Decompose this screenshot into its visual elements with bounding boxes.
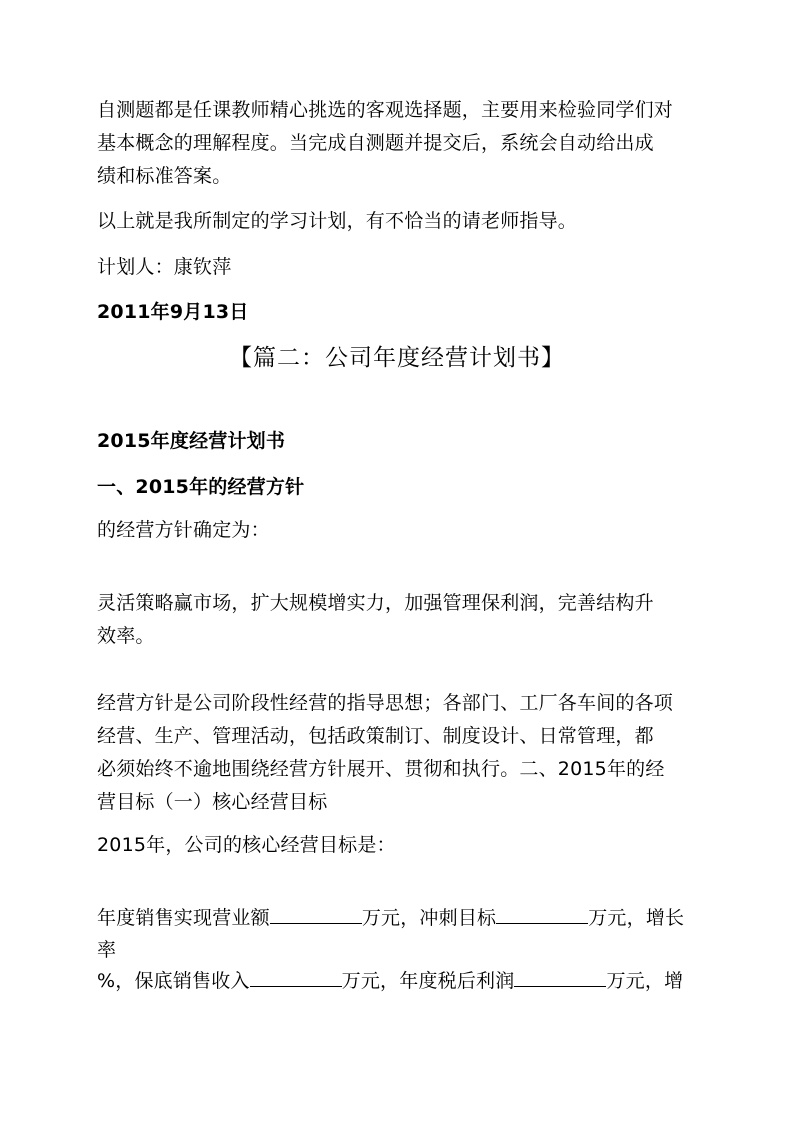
- target-label-min-revenue: %，保底销售收入: [97, 970, 250, 992]
- description-line-4: 营目标（一）核心经营目标: [97, 791, 328, 813]
- blank-min-revenue[interactable]: [250, 970, 342, 987]
- target-line-3: [97, 970, 683, 992]
- description-line-1: 经营方针是公司阶段性经营的指导思想；各部门、工厂各车间的各项: [97, 692, 674, 714]
- planner-name: 计划人：康钦萍: [97, 256, 232, 278]
- description-line-3: 必须始终不逾地围绕经营方针展开、贯彻和执行。二、2015年的经: [97, 758, 665, 780]
- target-label-profit: 万元，年度税后利润: [341, 970, 515, 992]
- blank-profit[interactable]: [514, 970, 606, 987]
- intro-line-1: 自测题都是任课教师精心挑选的客观选择题，主要用来检验同学们对: [97, 99, 674, 121]
- description-line-2: 经营、生产、管理活动，包括政策制订、制度设计、日常管理，都: [97, 725, 654, 747]
- target-label-sprint: 万元，冲刺目标: [361, 907, 497, 929]
- policy-line-2: 效率。: [97, 625, 155, 647]
- section-title: 【篇二：公司年度经营计划书】: [229, 345, 565, 371]
- target-label-increase: 万元，增: [606, 970, 684, 992]
- policy-line-1: 灵活策略赢市场，扩大规模增实力，加强管理保利润，完善结构升: [97, 592, 654, 614]
- closing-sentence: 以上就是我所制定的学习计划，有不恰当的请老师指导。: [97, 210, 578, 232]
- blank-sprint[interactable]: [496, 907, 588, 924]
- target-line-2: 率: [97, 939, 117, 961]
- intro-line-3: 绩和标准答案。: [97, 165, 232, 187]
- target-label-revenue: 年度销售实现营业额: [97, 907, 270, 929]
- blank-revenue[interactable]: [270, 907, 362, 924]
- target-label-growth: 万元，增长: [588, 907, 685, 929]
- target-line-1: [97, 907, 684, 929]
- policy-intro: 的经营方针确定为：: [97, 519, 270, 541]
- heading-operating-policy: 一、2015年的经营方针: [97, 476, 305, 498]
- intro-line-2: 基本概念的理解程度。当完成自测题并提交后，系统会自动给出成: [97, 132, 654, 154]
- core-target-intro: 2015年，公司的核心经营目标是：: [97, 834, 396, 856]
- plan-date: 2011年9月13日: [97, 301, 249, 323]
- plan-title: 2015年度经营计划书: [97, 430, 286, 452]
